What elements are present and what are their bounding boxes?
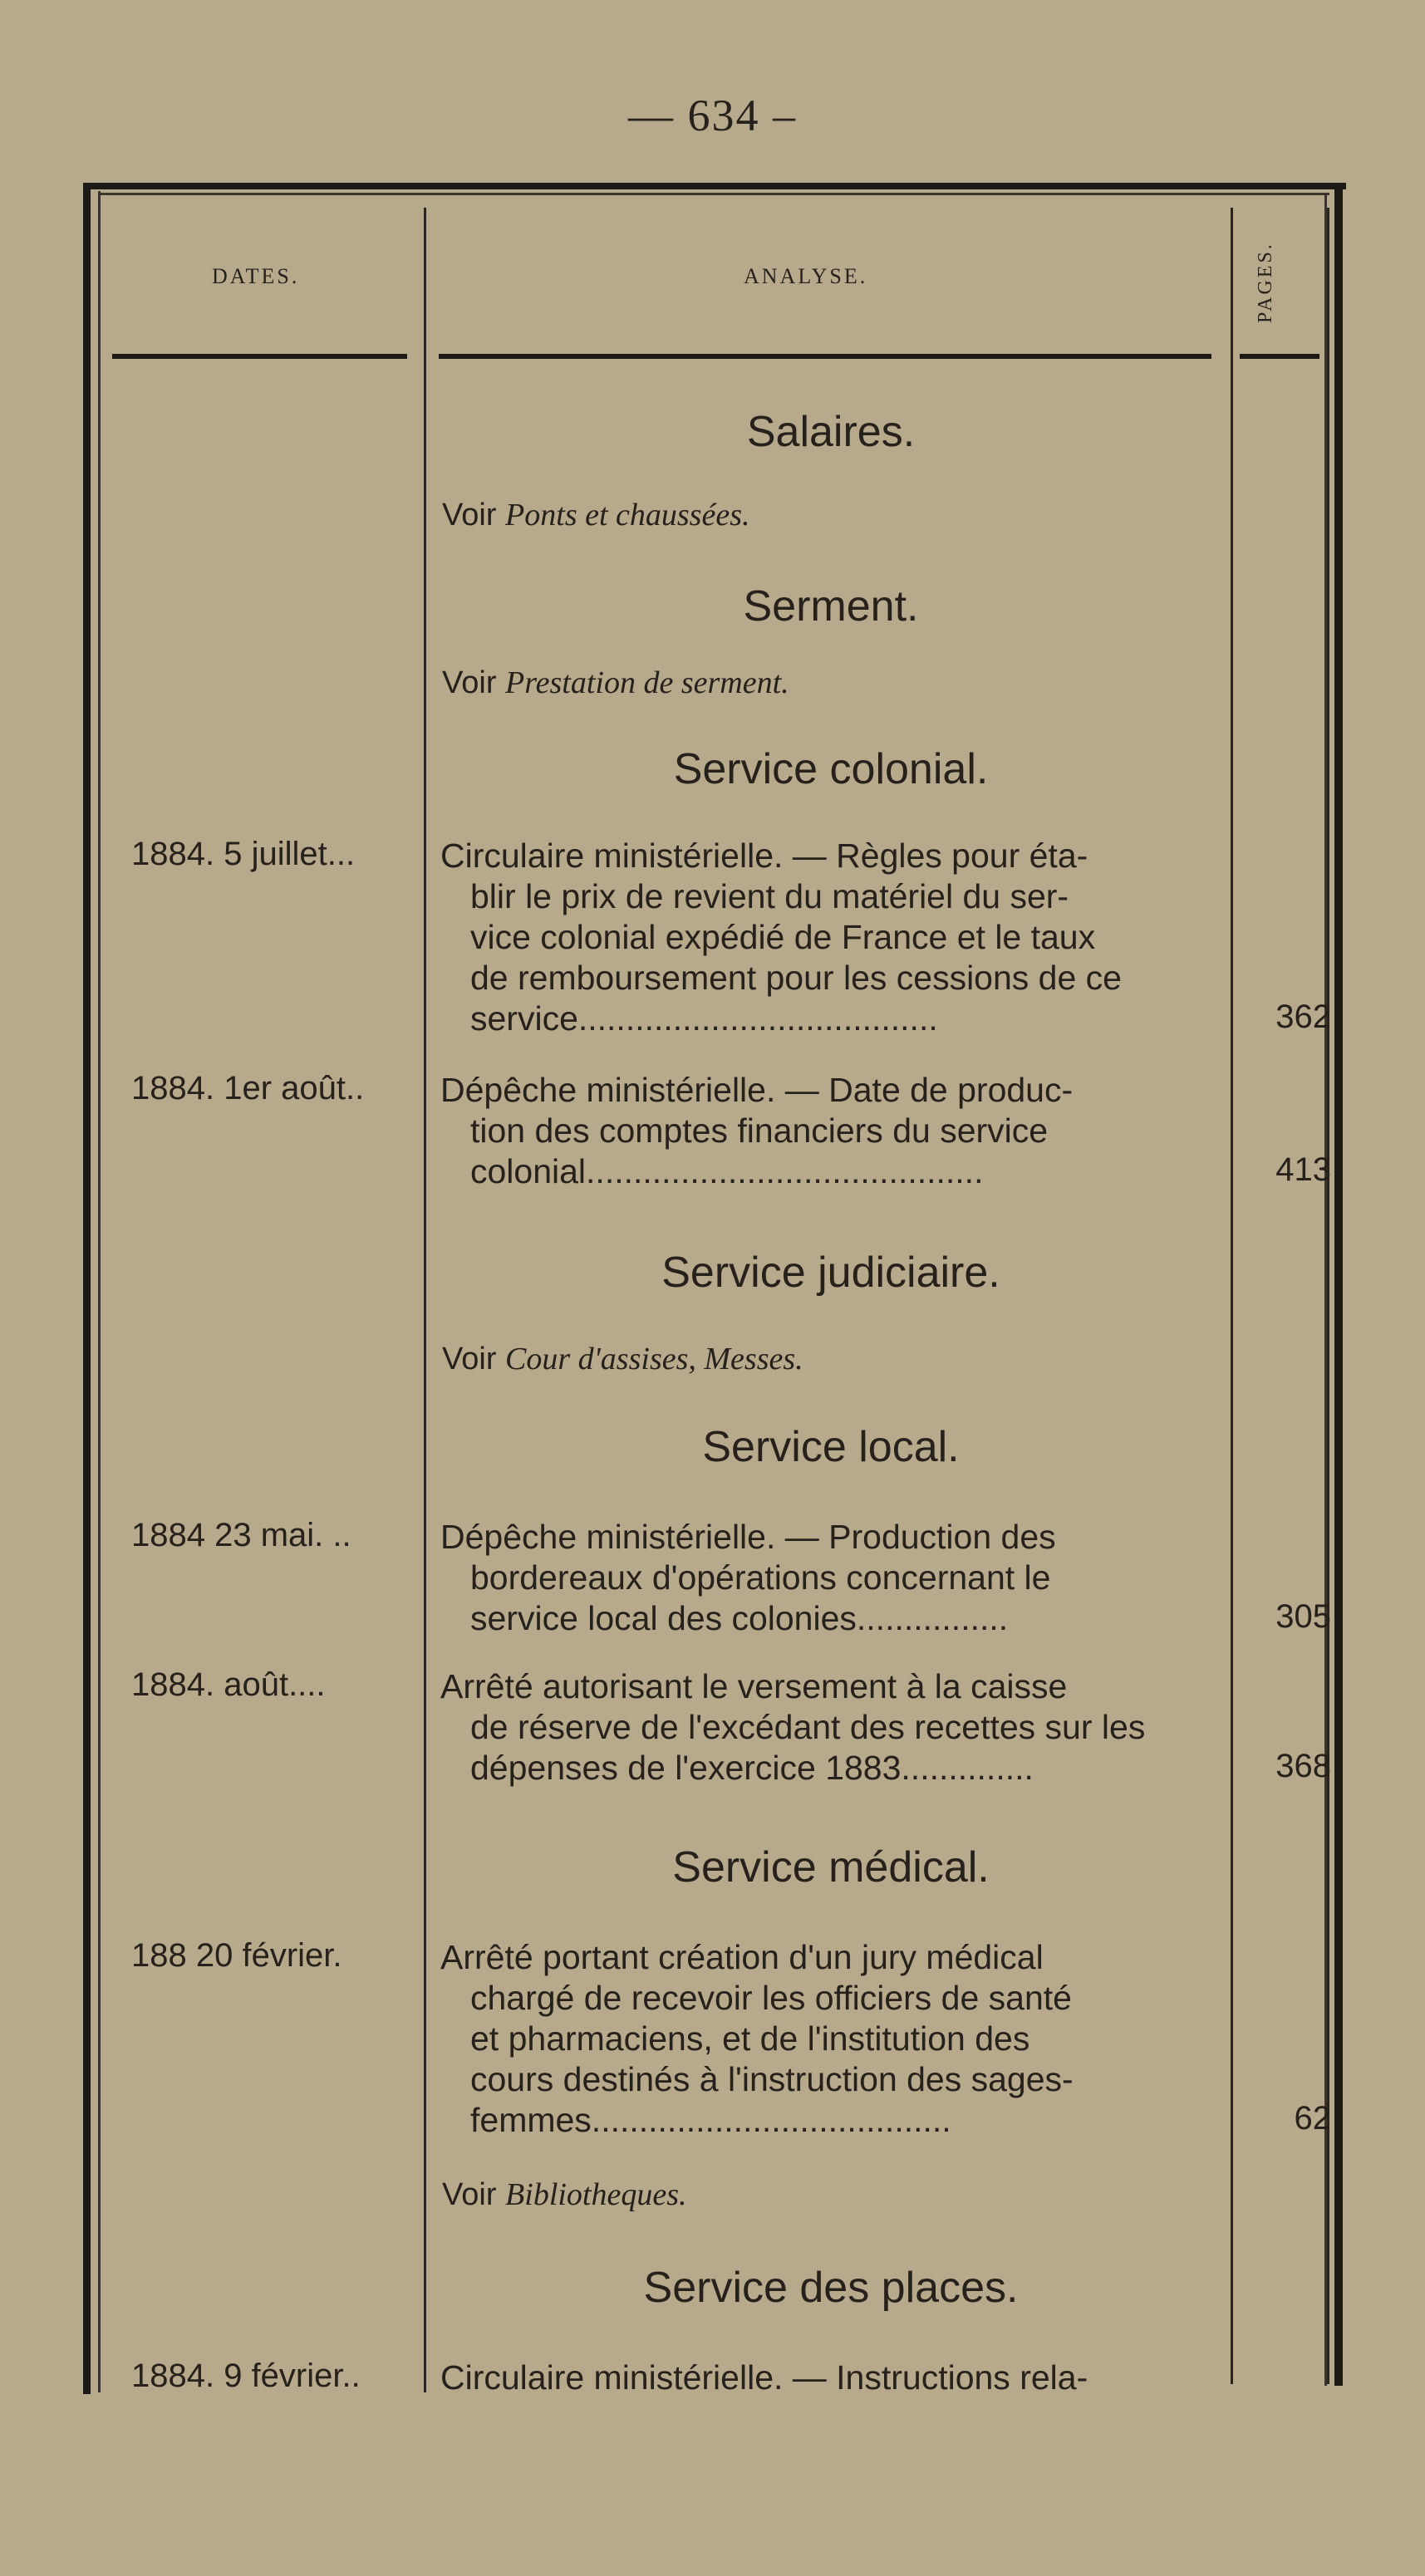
entry-text (440, 1937, 1230, 2141)
header-rule-analyse (439, 354, 1211, 359)
section-title-service-judiciaire: Service judiciaire. (661, 1249, 1000, 1297)
entry-date: 1884. août.... (131, 1666, 326, 1703)
entry-line: colonial.......................................... (470, 1152, 984, 1190)
entry-page: 305 (1275, 1598, 1331, 1635)
entry-page: 62 (1294, 2100, 1331, 2137)
entry-text (440, 836, 1230, 1039)
entry-line: et pharmaciens, et de l'institution des (470, 2019, 1030, 2058)
section-title-salaires: Salaires. (746, 408, 916, 456)
voir-reference: Ponts et chaussées. (505, 498, 750, 532)
section-title-serment: Serment. (743, 582, 919, 631)
column-divider-dates (424, 208, 426, 2392)
entry-line: dépenses de l'exercice 1883.............. (470, 1749, 1034, 1787)
entry-date: 1884 23 mai. .. (131, 1517, 351, 1553)
voir-reference: Bibliotheques. (505, 2177, 687, 2212)
entry-line: Dépêche ministérielle. — Production des (440, 1518, 1056, 1556)
section-title-service-medical: Service médical. (672, 1843, 990, 1892)
entry-date: 1884. 9 février.. (131, 2358, 361, 2394)
entry-line: bordereaux d'opérations concernant le (470, 1558, 1051, 1597)
entry-line: service local des colonies................ (470, 1599, 1009, 1637)
entry-line: cours destinés à l'instruction des sages- (470, 2060, 1074, 2098)
entry-line: blir le prix de revient du matériel du ser- (470, 877, 1069, 915)
page-number: — 634 – (628, 91, 797, 140)
entry-line: de réserve de l'excédant des recettes sur les (470, 1708, 1146, 1746)
voir-service-judiciaire (442, 1341, 803, 1377)
section-title-service-des-places: Service des places. (643, 2264, 1019, 2312)
column-divider-pages (1327, 208, 1329, 2384)
entry-page: 362 (1275, 999, 1331, 1035)
voir-salaires (442, 497, 750, 533)
entry-text (440, 2358, 1230, 2398)
entry-text (440, 1517, 1230, 1639)
section-title-service-colonial: Service colonial. (673, 745, 989, 793)
entry-line: Circulaire ministérielle. — Instructions rela- (440, 2358, 1088, 2397)
voir-reference: Prestation de serment. (505, 665, 789, 700)
voir-prefix: Voir (442, 2177, 497, 2212)
entry-date: 188 20 février. (131, 1937, 342, 1974)
entry-text (440, 1070, 1230, 1192)
column-divider-analyse (1231, 208, 1233, 2384)
entry-line: Arrêté portant création d'un jury médical (440, 1938, 1044, 1976)
entry-page: 413 (1275, 1151, 1331, 1188)
column-header-analyse: ANALYSE. (744, 264, 868, 288)
header-rule-pages (1240, 354, 1319, 359)
table-frame-top (83, 183, 1346, 189)
voir-prefix: Voir (442, 1342, 497, 1376)
table-frame-right (1334, 183, 1343, 2386)
section-title-service-local: Service local. (702, 1423, 960, 1471)
voir-reference: Cour d'assises, Messes. (505, 1342, 803, 1376)
voir-prefix: Voir (442, 498, 497, 532)
voir-serment (442, 665, 789, 701)
entry-line: Dépêche ministérielle. — Date de produc- (440, 1071, 1074, 1109)
table-frame-left (83, 183, 91, 2394)
voir-service-medical (442, 2176, 687, 2213)
entry-line: femmes...................................... (470, 2101, 951, 2139)
entry-text (440, 1666, 1230, 1788)
entry-line: tion des comptes financiers du service (470, 1111, 1049, 1150)
entry-date: 1884. 1er août.. (131, 1070, 365, 1106)
entry-line: Circulaire ministérielle. — Règles pour éta- (440, 837, 1088, 875)
column-header-pages: PAGES. (1255, 242, 1276, 323)
voir-prefix: Voir (442, 665, 497, 700)
entry-line: Arrêté autorisant le versement à la caisse (440, 1667, 1068, 1705)
table-frame-left-inner (98, 191, 101, 2392)
column-header-dates: DATES. (212, 264, 300, 288)
entry-line: chargé de recevoir les officiers de santé (470, 1979, 1072, 2017)
header-rule-dates (112, 354, 407, 359)
entry-page: 368 (1275, 1748, 1331, 1784)
entry-line: vice colonial expédié de France et le taux (470, 918, 1096, 956)
entry-date: 1884. 5 juillet... (131, 836, 356, 872)
table-frame-top-inner (100, 193, 1329, 195)
entry-line: de remboursement pour les cessions de ce (470, 959, 1122, 997)
entry-line: service...................................... (470, 999, 938, 1038)
